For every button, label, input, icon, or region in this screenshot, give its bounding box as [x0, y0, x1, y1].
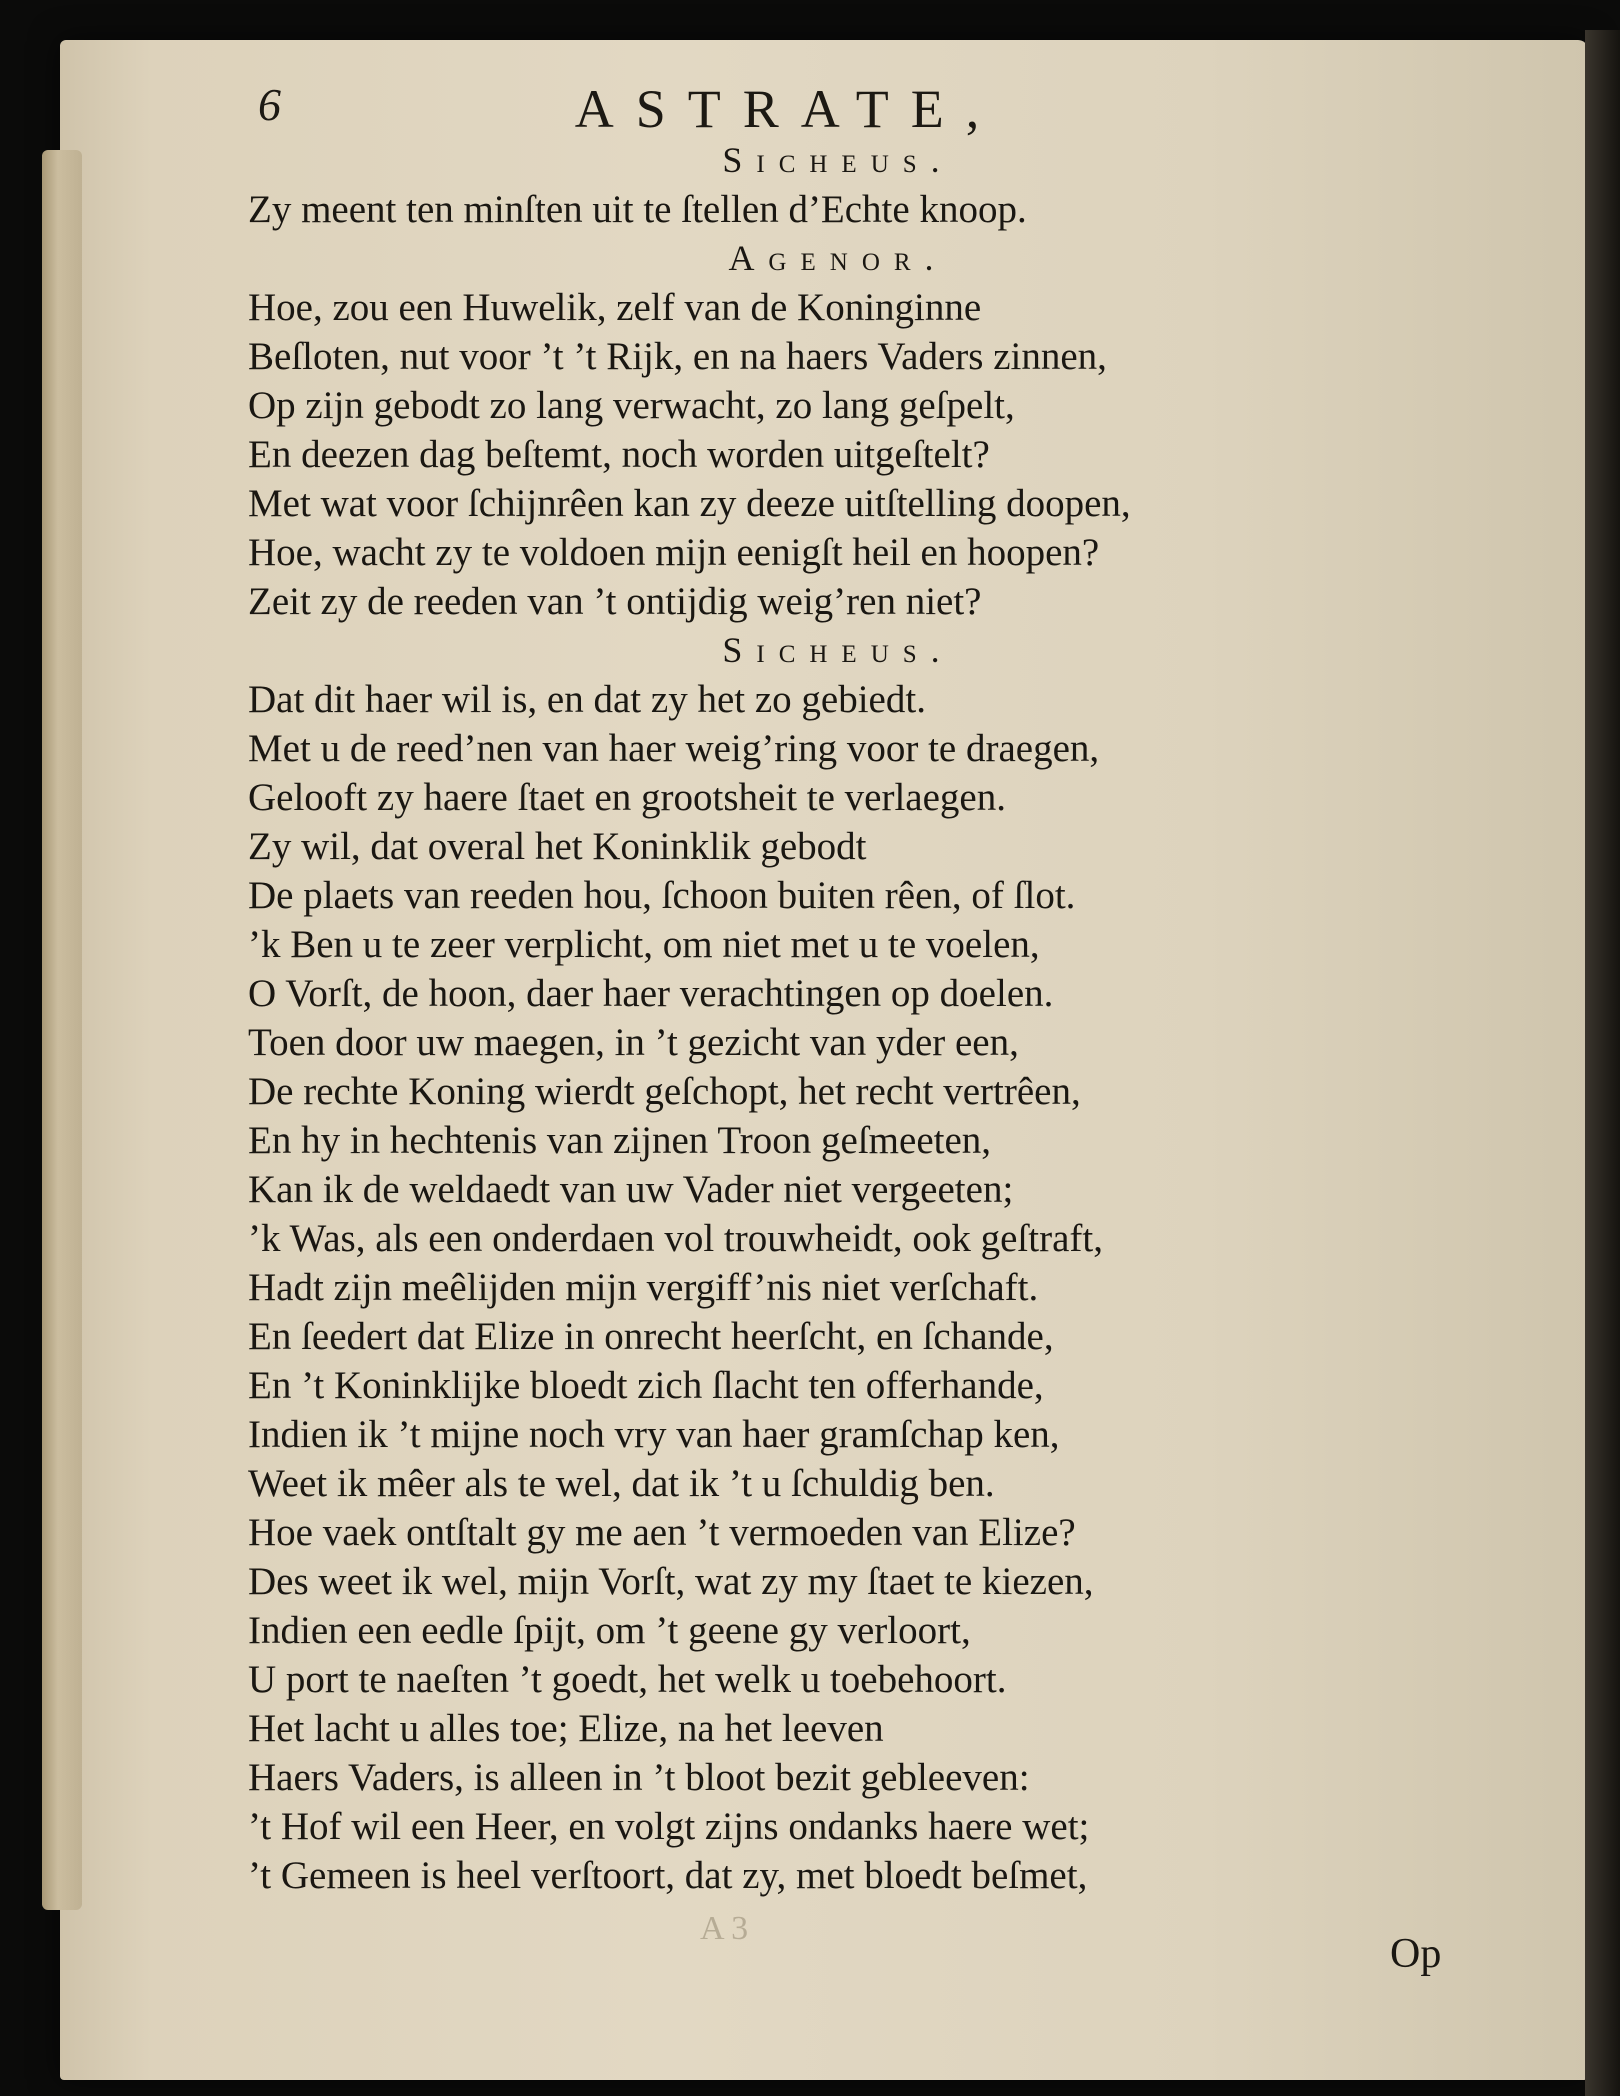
verse-line: Indien een eedle ſpijt, om ’t geene gy verloort, — [248, 1609, 971, 1652]
binding-edge — [1585, 30, 1620, 2096]
verse-line: De plaets van reeden hou, ſchoon buiten rêen, of ſlot. — [248, 874, 1076, 917]
verse-line: Toen door uw maegen, in ’t gezicht van yder een, — [248, 1021, 1019, 1064]
verse-line: ’k Ben u te zeer verplicht, om niet met u te voelen, — [248, 923, 1040, 966]
verse-line: Hoe, zou een Huwelik, zelf van de Koninginne — [248, 286, 982, 329]
verse-line: Met u de reed’nen van haer weig’ring voor te draegen, — [248, 727, 1100, 770]
verse-line: Dat dit haer wil is, en dat zy het zo gebiedt. — [248, 678, 926, 721]
verse-line: Des weet ik wel, mijn Vorſt, wat zy my ſtaet te kiezen, — [248, 1560, 1094, 1603]
verse-line: ’t Gemeen is heel verſtoort, dat zy, met bloedt beſmet, — [248, 1854, 1088, 1897]
verse-line: En hy in hechtenis van zijnen Troon geſmeeten, — [248, 1119, 992, 1162]
verse-line: De rechte Koning wierdt geſchopt, het recht vertrêen, — [248, 1070, 1081, 1113]
running-title: ASTRATE, — [574, 79, 1002, 139]
page-header — [258, 78, 1318, 138]
verse-line: Hoe, wacht zy te voldoen mijn eenigſt heil en hoopen? — [248, 531, 1100, 574]
page-number: 6 — [258, 79, 281, 130]
speaker-heading: Agenor. — [728, 238, 948, 278]
verse-line: Met wat voor ſchijnrêen kan zy deeze uitſtelling doopen, — [248, 482, 1131, 525]
verse-line: Haers Vaders, is alleen in ’t bloot bezit gebleeven: — [248, 1756, 1030, 1799]
verse-line: Op zijn gebodt zo lang verwacht, zo lang geſpelt, — [248, 384, 1015, 427]
verse-line: Kan ik de weldaedt van uw Vader niet vergeeten; — [248, 1168, 1014, 1211]
page-edge — [42, 150, 82, 1910]
verse-line: U port te naeſten ’t goedt, het welk u toebehoort. — [248, 1658, 1007, 1701]
verse-line: En ’t Koninklijke bloedt zich ſlacht ten offerhande, — [248, 1364, 1044, 1407]
verse-line: En deezen dag beſtemt, noch worden uitgeſtelt? — [248, 433, 990, 476]
verse-line: Hoe vaek ontſtalt gy me aen ’t vermoeden van Elize? — [248, 1511, 1076, 1554]
verse-line: Indien ik ’t mijne noch vry van haer gramſchap ken, — [248, 1413, 1060, 1456]
verse-line: Zeit zy de reeden van ’t ontijdig weig’ren niet? — [248, 580, 982, 623]
verse-line: En ſeedert dat Elize in onrecht heerſcht, en ſchande, — [248, 1315, 1054, 1358]
verse-line: ’t Hof wil een Heer, en volgt zijns ondanks haere wet; — [248, 1805, 1090, 1848]
verse-line: Weet ik mêer als te wel, dat ik ’t u ſchuldig ben. — [248, 1462, 995, 1505]
catchword: Op — [1390, 1931, 1442, 1977]
speaker-heading: Sicheus. — [722, 140, 954, 180]
speaker-heading: Sicheus. — [722, 630, 954, 670]
verse-line: Beſloten, nut voor ’t ’t Rijk, en na haers Vaders zinnen, — [248, 335, 1107, 378]
verse-line: Zy meent ten minſten uit te ſtellen d’Echte knoop. — [248, 188, 1027, 231]
verse-line: O Vorſt, de hoon, daer haer verachtingen op doelen. — [248, 972, 1054, 1015]
play-text — [248, 136, 1328, 1900]
verse-line: Gelooft zy haere ſtaet en grootsheit te verlaegen. — [248, 776, 1006, 819]
verse-line: Zy wil, dat overal het Koninklik gebodt — [248, 825, 867, 868]
verse-line: ’k Was, als een onderdaen vol trouwheidt, ook geſtraft, — [248, 1217, 1103, 1260]
verse-line: Het lacht u alles toe; Elize, na het leeven — [248, 1707, 884, 1750]
signature-mark: A 3 — [700, 1910, 749, 1947]
verse-line: Hadt zijn meêlijden mijn vergiff’nis niet verſchaft. — [248, 1266, 1039, 1309]
